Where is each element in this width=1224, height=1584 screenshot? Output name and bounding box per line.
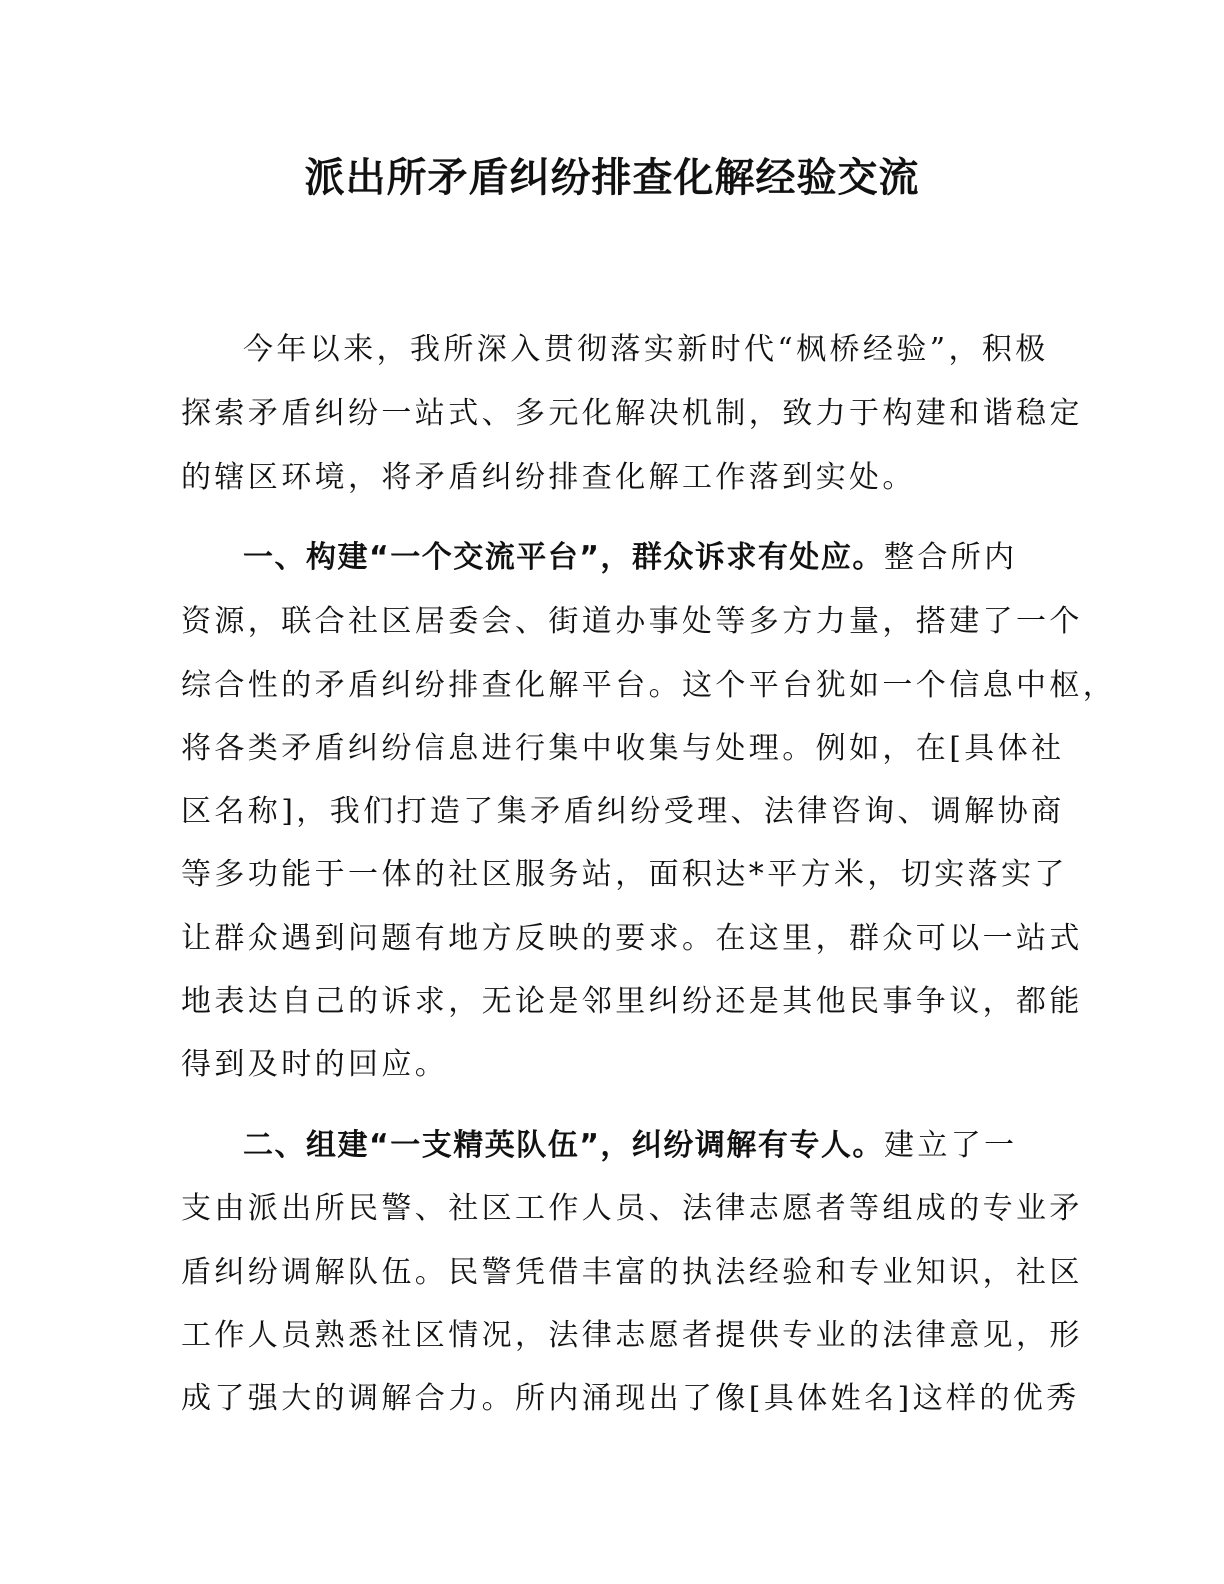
paragraph-3-line-4: 工作人员熟悉社区情况，法律志愿者提供专业的法律意见，形 — [181, 1318, 1083, 1353]
paragraph-1-line-3: 的辖区环境，将矛盾纠纷排查化解工作落到实处。 — [181, 460, 916, 495]
paragraph-3-line-5: 成了强大的调解合力。所内涌现出了像[具体姓名]这样的优秀 — [181, 1381, 1080, 1416]
paragraph-3-line-3: 盾纠纷调解队伍。民警凭借丰富的执法经验和专业知识，社区 — [181, 1255, 1083, 1290]
paragraph-2-line-2: 资源，联合社区居委会、街道办事处等多方力量，搭建了一个 — [181, 604, 1083, 639]
paragraph-2-line-4: 将各类矛盾纠纷信息进行集中收集与处理。例如，在[具体社 — [181, 731, 1065, 766]
paragraph-2-line-3: 综合性的矛盾纠纷排查化解平台。这个平台犹如一个信息中枢， — [181, 668, 1117, 703]
paragraph-2-line-6: 等多功能于一体的社区服务站，面积达*平方米，切实落实了 — [181, 857, 1068, 892]
paragraph-2-line-7: 让群众遇到问题有地方反映的要求。在这里，群众可以一站式 — [181, 921, 1083, 956]
paragraph-1-line-2: 探索矛盾纠纷一站式、多元化解决机制，致力于构建和谐稳定 — [181, 396, 1083, 431]
paragraph-2-line-5: 区名称]，我们打造了集矛盾纠纷受理、法律咨询、调解协商 — [181, 794, 1065, 829]
paragraph-2-line-1 — [243, 536, 1143, 580]
section-heading-1: 一、构建“一个交流平台”，群众诉求有处应。 — [243, 540, 884, 575]
section-heading-2: 二、组建“一支精英队伍”，纠纷调解有专人。 — [243, 1128, 884, 1163]
paragraph-2-line-1-rest: 整合所内 — [883, 540, 1018, 575]
paragraph-2-line-8: 地表达自己的诉求，无论是邻里纠纷还是其他民事争议，都能 — [181, 984, 1083, 1019]
paragraph-3-line-1-rest: 建立了一 — [883, 1128, 1018, 1163]
paragraph-2-line-9: 得到及时的回应。 — [181, 1047, 449, 1082]
paragraph-1-line-1: 今年以来，我所深入贯彻落实新时代“枫桥经验”，积极 — [243, 332, 1049, 367]
document-title: 派出所矛盾纠纷排查化解经验交流 — [304, 155, 920, 201]
paragraph-3-line-2: 支由派出所民警、社区工作人员、法律志愿者等组成的专业矛 — [181, 1191, 1083, 1226]
paragraph-3-line-1 — [243, 1124, 1143, 1168]
